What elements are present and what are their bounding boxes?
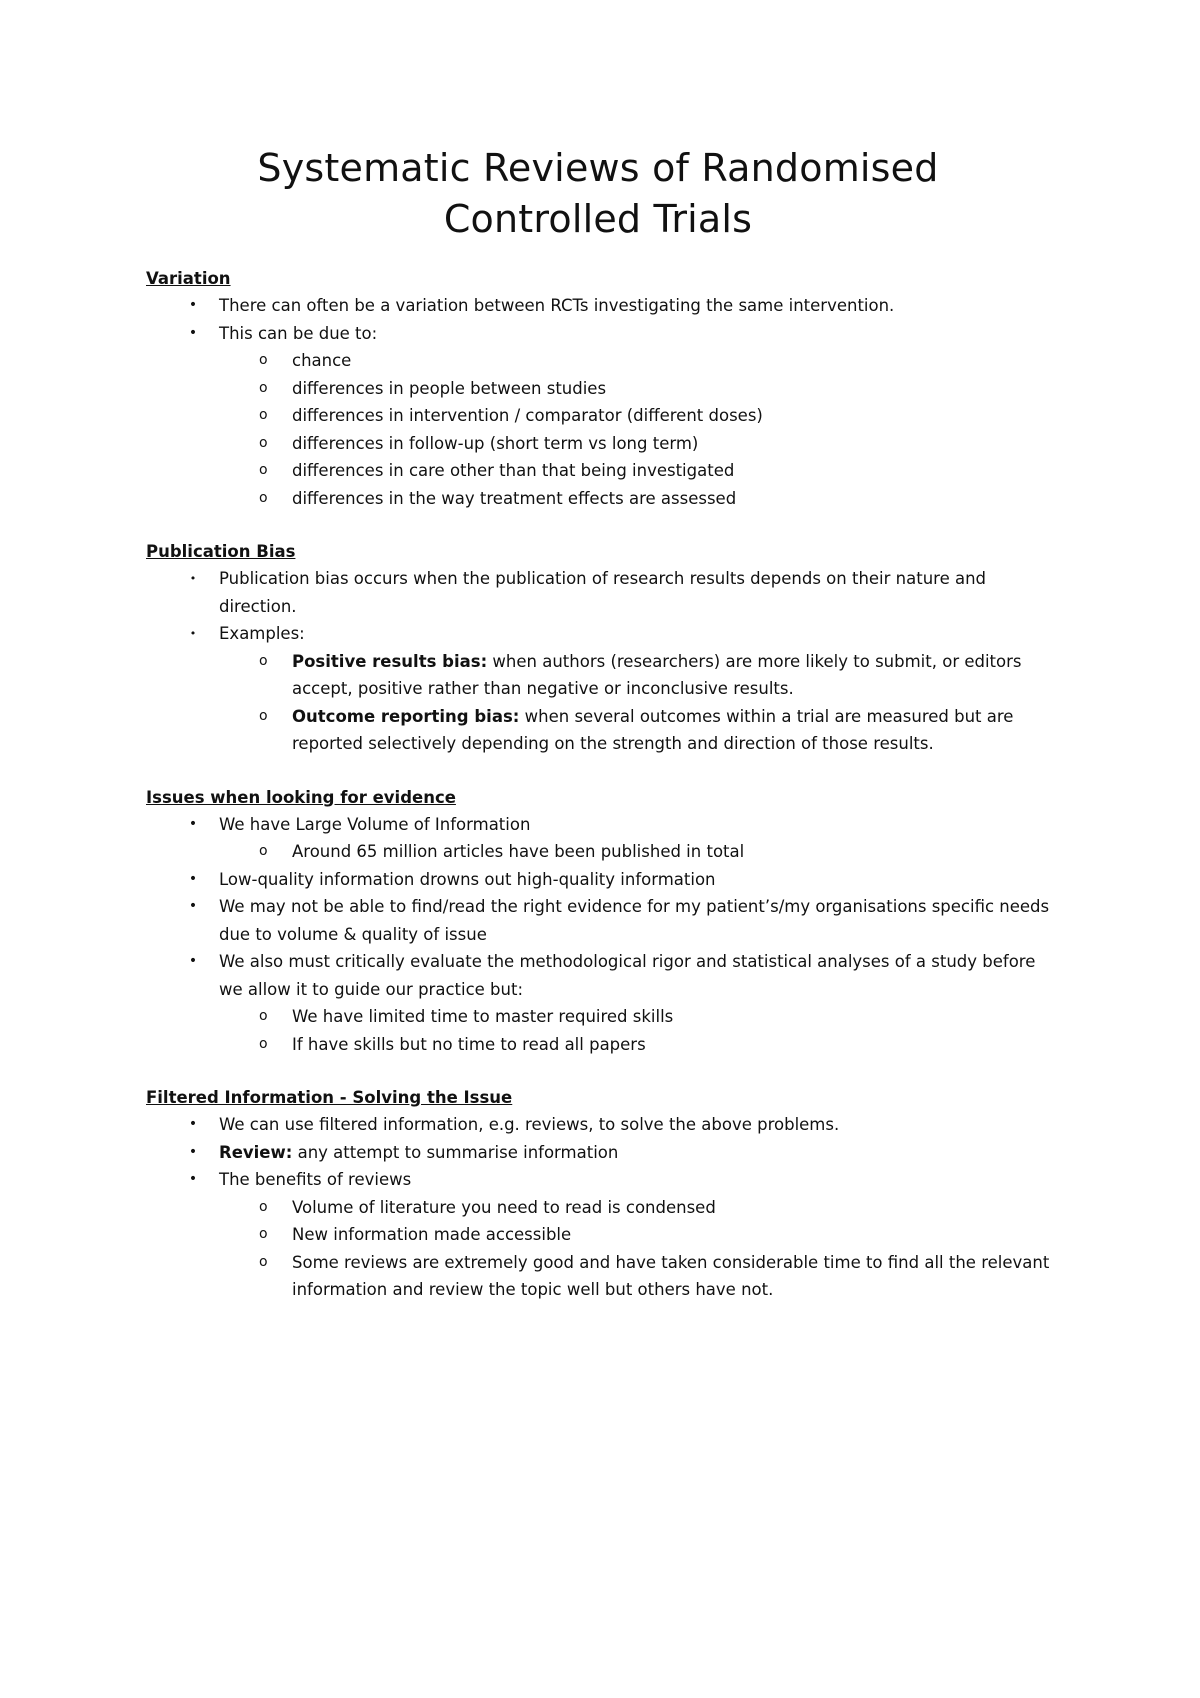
publication-bias-sublist: [219, 648, 1050, 758]
bullet-icon: •: [188, 870, 198, 887]
hollow-bullet-icon: o: [259, 652, 268, 669]
list-item: [146, 620, 1050, 758]
hollow-bullet-icon: o: [259, 379, 268, 396]
title-line-1: Systematic Reviews of Randomised: [257, 146, 939, 190]
bullet-icon: •: [188, 1143, 198, 1160]
variation-sublist: [219, 347, 1050, 512]
list-item: [146, 948, 1050, 1058]
sub-list-item: [219, 838, 1050, 866]
sub-list-item: [219, 648, 1050, 703]
section-heading-variation: Variation: [146, 269, 231, 288]
hollow-bullet-icon: o: [259, 707, 268, 724]
filtered-sublist: [219, 1194, 1050, 1304]
hollow-bullet-icon: o: [259, 843, 268, 859]
sub-item-text: We have limited time to master required skills: [292, 1007, 674, 1026]
list-item-text: Publication bias occurs when the publication of research results depends on their nature and direction.: [219, 569, 987, 616]
section-heading-publication-bias: Publication Bias: [146, 542, 296, 561]
bullet-icon: •: [188, 898, 198, 914]
bullet-icon: •: [189, 572, 197, 585]
sub-list-item: [219, 457, 1050, 485]
hollow-bullet-icon: o: [259, 407, 268, 423]
list-item: [146, 565, 1050, 620]
list-item-text: We have Large Volume of Information: [219, 814, 531, 834]
bullet-icon: •: [189, 627, 197, 640]
bullet-icon: •: [188, 815, 198, 832]
list-item: [146, 292, 1050, 320]
hollow-bullet-icon: o: [259, 434, 268, 451]
hollow-bullet-icon: o: [259, 1253, 268, 1270]
list-item-text: Low-quality information drowns out high-quality information: [219, 869, 716, 889]
sub-item-text: differences in follow-up (short term vs long term): [292, 433, 699, 453]
term-review: Review:: [219, 1142, 293, 1162]
issues-sublist-1: [219, 838, 1050, 866]
sub-list-item: [219, 485, 1050, 513]
section-filtered-information: [146, 1084, 1050, 1304]
section-issues: [146, 784, 1050, 1059]
sub-item-text: when authors (researchers) are more likely to submit, or editors accept, positive rather than negative or inconclusive results.: [292, 651, 1022, 698]
bullet-icon: •: [188, 1116, 198, 1132]
hollow-bullet-icon: o: [259, 462, 268, 478]
sub-list-item: [219, 1031, 1050, 1059]
hollow-bullet-icon: o: [259, 352, 268, 368]
list-item-text: We also must critically evaluate the methodological rigor and statistical analyses of a study before we allow it to guide our practice but:: [219, 952, 1036, 999]
hollow-bullet-icon: o: [259, 1198, 268, 1215]
bullet-icon: •: [188, 953, 198, 969]
section-heading-filtered-information: Filtered Information - Solving the Issue: [146, 1088, 513, 1107]
sub-item-text: Volume of literature you need to read is condensed: [292, 1197, 716, 1217]
section-publication-bias: [146, 538, 1050, 758]
sub-list-item: [219, 1249, 1050, 1304]
publication-bias-list: [146, 565, 1050, 758]
bullet-icon: •: [188, 1171, 198, 1187]
sub-item-text: If have skills but no time to read all papers: [292, 1034, 646, 1054]
sub-item-text: Around 65 million articles have been published in total: [292, 842, 745, 861]
list-item-text: any attempt to summarise information: [292, 1142, 619, 1162]
sub-list-item: [219, 430, 1050, 458]
hollow-bullet-icon: o: [259, 1226, 268, 1242]
term-outcome-reporting-bias: Outcome reporting bias:: [292, 706, 520, 726]
list-item-text: There can often be a variation between RCTs investigating the same intervention.: [219, 296, 895, 315]
list-item-text: The benefits of reviews: [219, 1170, 412, 1189]
sub-list-item: [219, 375, 1050, 403]
section-heading-issues: Issues when looking for evidence: [146, 787, 456, 807]
sub-list-item: [219, 347, 1050, 375]
sub-item-text: differences in people between studies: [292, 378, 607, 398]
sub-item-text: differences in intervention / comparator (different doses): [292, 406, 763, 425]
list-item: [146, 320, 1050, 513]
sub-list-item: [219, 1003, 1050, 1031]
list-item: [146, 1111, 1050, 1139]
sub-item-text: differences in the way treatment effects are assessed: [292, 488, 737, 508]
list-item-text: This can be due to:: [219, 323, 378, 343]
list-item: [146, 866, 1050, 894]
sub-list-item: [219, 1221, 1050, 1249]
issues-sublist-4: [219, 1003, 1050, 1058]
filtered-list: [146, 1111, 1050, 1304]
list-item: [146, 811, 1050, 866]
hollow-bullet-icon: o: [259, 1008, 268, 1024]
list-item-text: Examples:: [219, 624, 305, 643]
hollow-bullet-icon: o: [259, 1035, 268, 1052]
section-variation: [146, 265, 1050, 512]
list-item-text: We can use filtered information, e.g. reviews, to solve the above problems.: [219, 1115, 840, 1134]
sub-item-text: Some reviews are extremely good and have taken considerable time to find all the relevant information and review the topic well but others have not.: [292, 1252, 1050, 1299]
sub-list-item: [219, 402, 1050, 430]
sub-item-text: when several outcomes within a trial are measured but are reported selectively depending on the strength and direction of those results.: [292, 706, 1014, 753]
list-item: [146, 1166, 1050, 1304]
sub-item-text: differences in care other than that being investigated: [292, 461, 735, 480]
sub-list-item: [219, 703, 1050, 758]
bullet-icon: •: [188, 324, 198, 341]
title-line-2: Controlled Trials: [443, 197, 753, 241]
sub-item-text: chance: [292, 351, 352, 370]
term-positive-results-bias: Positive results bias:: [292, 651, 488, 671]
list-item-text: We may not be able to find/read the right evidence for my patient’s/my organisations specific needs due to volume & quality of issue: [219, 897, 1050, 944]
hollow-bullet-icon: o: [259, 489, 268, 506]
bullet-icon: •: [188, 297, 198, 313]
variation-list: [146, 292, 1050, 512]
list-item: [146, 1139, 1050, 1167]
sub-item-text: New information made accessible: [292, 1225, 572, 1244]
issues-list: [146, 811, 1050, 1059]
list-item: [146, 893, 1050, 948]
sub-list-item: [219, 1194, 1050, 1222]
document-title: [146, 0, 1050, 245]
